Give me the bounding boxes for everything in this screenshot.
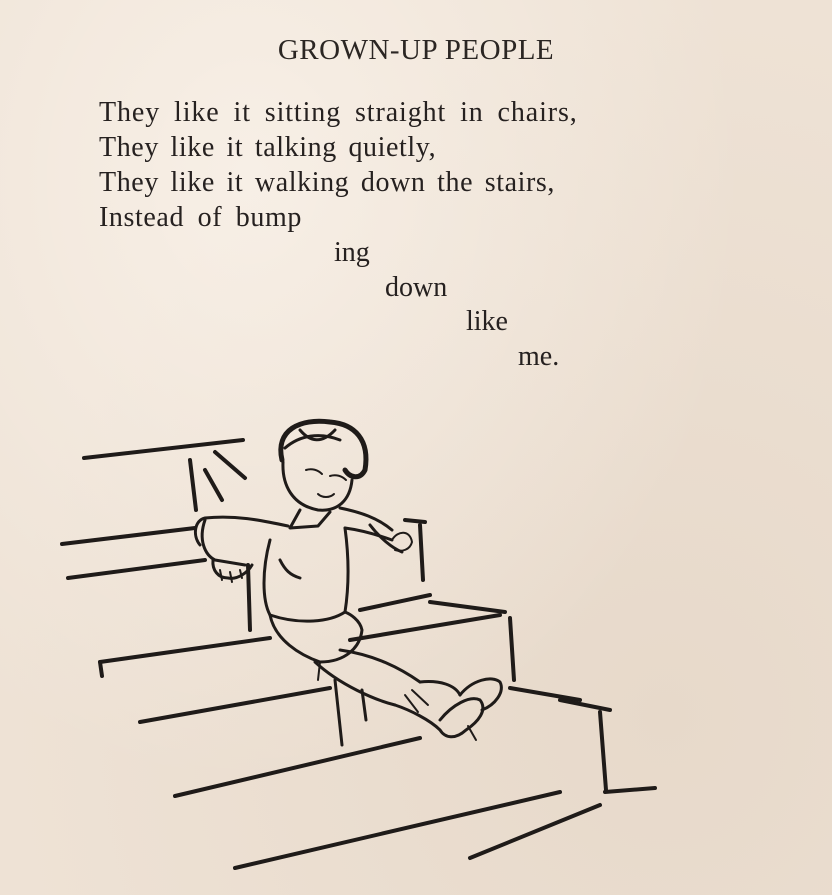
poem-line-3: They like it walking down the stairs, bbox=[99, 167, 556, 198]
boy-drawing bbox=[195, 421, 501, 740]
poem-line-4: Instead of bump bbox=[99, 202, 302, 233]
stairs-boy-illustration bbox=[0, 400, 832, 895]
poem-line-6: down bbox=[385, 272, 448, 303]
poem-title: GROWN-UP PEOPLE bbox=[277, 34, 555, 66]
poem-line-8: me. bbox=[518, 341, 560, 372]
poem-line-2: They like it talking quietly, bbox=[99, 132, 437, 163]
poem-line-7: like bbox=[466, 306, 508, 337]
poem-line-5: ing bbox=[334, 237, 370, 268]
poem-line-1: They like it sitting straight in chairs, bbox=[99, 97, 578, 128]
